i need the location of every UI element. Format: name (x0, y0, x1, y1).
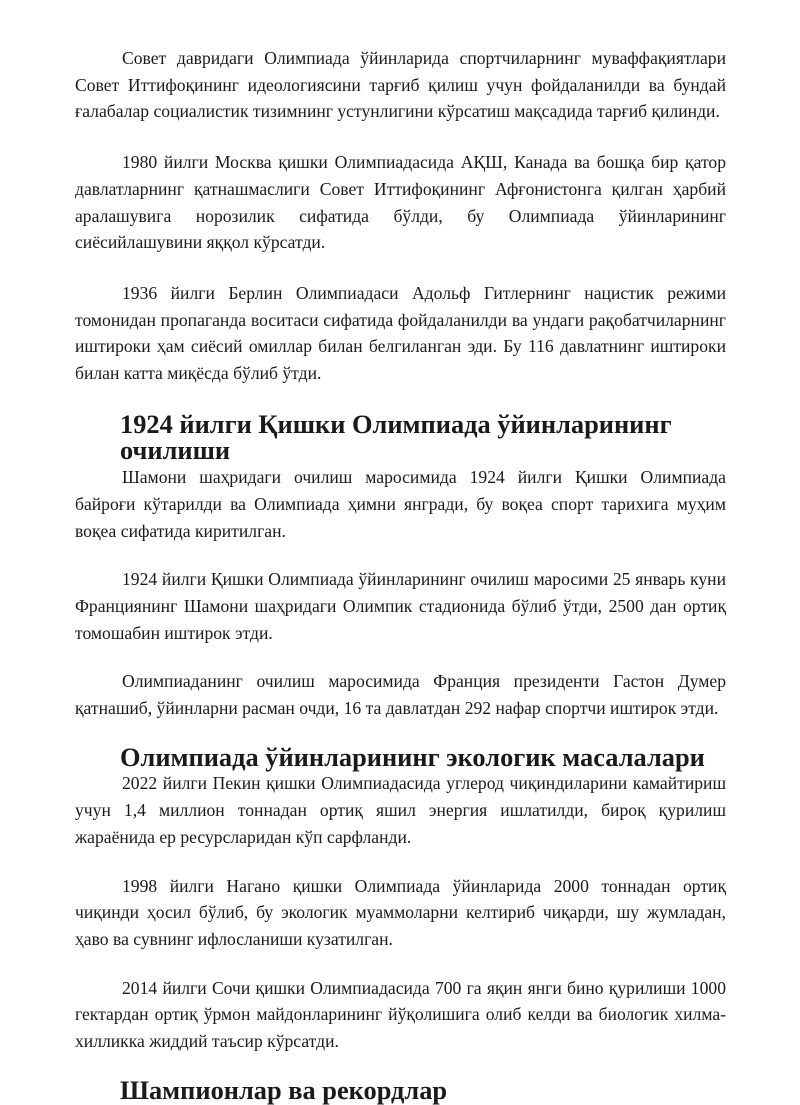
paragraph: 1980 йилги Москва қишки Олимпиадасида АҚШ, Канада ва бошқа бир қатор давлатларнинг қатнашмаслиги Совет Иттифоқининг Афғонистонга қилган ҳарбий аралашувига норозилик сифатида бўлди, бу Олимпиада ўйинларининг сиёсийлашувини яққол кўрсатди. (75, 152, 726, 253)
paragraph: Совет давридаги Олимпиада ўйинларида спортчиларнинг муваффақиятлари Совет Иттифоқининг идеологиясини тарғиб қилиш учун фойдаланилди ва бундай ғалабалар социалистик тизимнинг устунлигини кўрсатиш мақсадида тарғиб қилинди. (75, 48, 726, 122)
paragraph: 2014 йилги Сочи қишки Олимпиадасида 700 га яқин янги бино қурилиши 1000 гектардан ортиқ ўрмон майдонларининг йўқолишига олиб келди ва биологик хилма-хилликка жиддий таъсир кўрсатди. (75, 977, 726, 1052)
paragraph: 1998 йилги Нагано қишки Олимпиада ўйинларида 2000 тоннадан ортиқ чиқинди ҳосил бўлиб, бу экологик муаммоларни келтириб чиқарди, шу жумладан, ҳаво ва сувнинг ифлосланиши кузатилган. (75, 875, 726, 949)
paragraph: 2022 йилги Пекин қишки Олимпиадасида углерод чиқиндиларини камайтириш учун 1,4 миллион тоннадан ортиқ яшил энергия ишлатилди, бироқ қурилиш жараёнида ер ресурсларидан кўп сарфланди. (75, 773, 726, 847)
section-heading: Олимпиада ўйинларининг экологик масалалари (120, 741, 705, 772)
paragraph: 1936 йилги Берлин Олимпиадаси Адольф Гитлернинг нацистик режими томонидан пропаганда воситаси сифатида фойдаланилди ва ундаги рақобатчиларнинг иштироки ҳам сиёсий омиллар билан белгиланган эди. Бу 116 давлатнинг иштироки билан катта миқёсда бўлиб ўтди. (75, 282, 726, 384)
paragraph: 1924 йилги Қишки Олимпиада ўйинларининг очилиш маросими 25 январь куни Франциянинг Шамони шаҳридаги Олимпик стадионида бўлиб ўтди, 2500 дан ортиқ томошабин иштирок этди. (75, 569, 726, 643)
paragraph: Шамони шаҳридаги очилиш маросимида 1924 йилги Қишки Олимпиада байроғи кўтарилди ва Олимпиада ҳимни янгради, бу воқеа спорт тарихига муҳим воқеа сифатида киритилган. (75, 467, 726, 541)
paragraph: Олимпиаданинг очилиш маросимида Франция президенти Гастон Думер қатнашиб, ўйинларни расман очди, 16 та давлатдан 292 нафар спортчи иштирок этди. (75, 671, 726, 719)
section-heading: 1924 йилги Қишки Олимпиада ўйинларининг очилиши (120, 408, 672, 466)
document-page (75, 0, 726, 1104)
section-heading: Шампионлар ва рекордлар (120, 1074, 448, 1105)
